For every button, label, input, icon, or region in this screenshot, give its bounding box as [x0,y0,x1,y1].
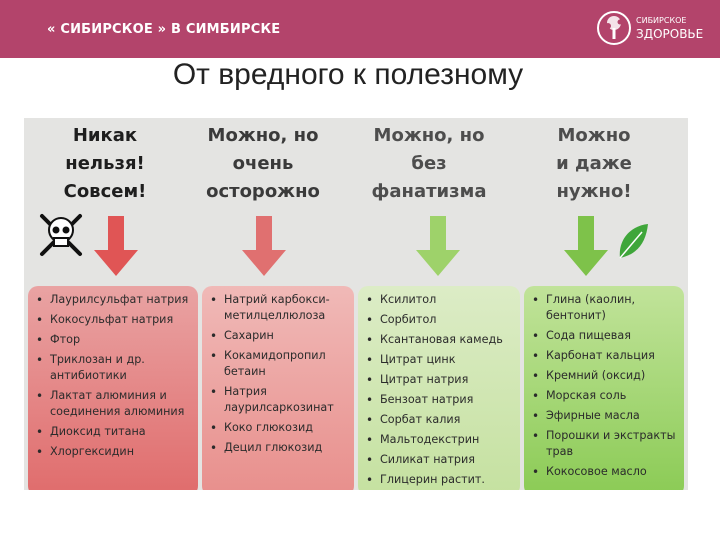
list-box-careful [202,286,354,490]
list-item: • Кокосовое масло [530,464,680,480]
header-title: « СИБИРСКОЕ » В СИМБИРСКЕ [47,22,281,37]
list-item: • Натрий карбокси-метилцеллюлоза [208,292,350,324]
header-bar [0,0,720,58]
list-item: • Сорбат калия [364,412,516,428]
list-item: • Сода пищевая [530,328,680,344]
tree-logo-icon [596,10,632,46]
list-item: • Цитрат цинк [364,352,516,368]
page-title: От вредного к полезному [172,58,524,91]
infographic-panel [24,118,688,490]
list-box-recommended [524,286,684,490]
list-box-moderate [358,286,520,490]
list-careful [202,286,354,456]
list-box-forbidden [28,286,198,490]
list-item: • Силикат натрия [364,452,516,468]
list-recommended [524,286,684,480]
list-item: • Глицерин растит. [364,472,516,488]
list-item: • Кокосульфат натрия [34,312,194,328]
skull-crossbones-icon [36,210,86,258]
list-moderate [358,286,520,488]
list-item: • Мальтодекстрин [364,432,516,448]
brand-logo [596,10,706,50]
list-item: • Децил глюкозид [208,440,350,456]
column-title-careful: Можно, но очень осторожно [206,125,320,202]
list-item: • Фтор [34,332,194,348]
list-item: • Лактат алюминия и соединения алюминия [34,388,194,420]
list-item: • Лаурилсульфат натрия [34,292,194,308]
list-item: • Сорбитол [364,312,516,328]
leaf-icon [616,222,650,262]
arrow-down-pink [240,216,288,278]
list-item: • Хлоргексидин [34,444,194,460]
arrow-down-red [92,216,140,278]
list-item: • Коко глюкозид [208,420,350,436]
list-item: • Диоксид титана [34,424,194,440]
column-title-forbidden: Никак нельзя! Совсем! [63,125,147,202]
logo-text-bottom: ЗДОРОВЬЕ [636,27,704,41]
list-item: • Триклозан и др. антибиотики [34,352,194,384]
column-title-recommended: Можно и даже нужно! [556,125,632,202]
arrow-down-lightgreen [414,216,462,278]
list-item: • Ксантановая камедь [364,332,516,348]
list-forbidden [28,286,198,460]
list-item: • Глина (каолин, бентонит) [530,292,680,324]
list-item: • Порошки и экстракты трав [530,428,680,460]
list-item: • Натрия лаурилсаркозинат [208,384,350,416]
list-item: • Кремний (оксид) [530,368,680,384]
list-item: • Морская соль [530,388,680,404]
list-item: • Цитрат натрия [364,372,516,388]
arrow-down-green [562,216,610,278]
list-item: • Эфирные масла [530,408,680,424]
list-item: • Бензоат натрия [364,392,516,408]
logo-text-top: СИБИРСКОЕ [636,16,687,25]
list-item: • Кокамидопропил бетаин [208,348,350,380]
list-item: • Карбонат кальция [530,348,680,364]
list-item: • Ксилитол [364,292,516,308]
list-item: • Сахарин [208,328,350,344]
column-title-moderate: Можно, но без фанатизма [371,125,487,202]
